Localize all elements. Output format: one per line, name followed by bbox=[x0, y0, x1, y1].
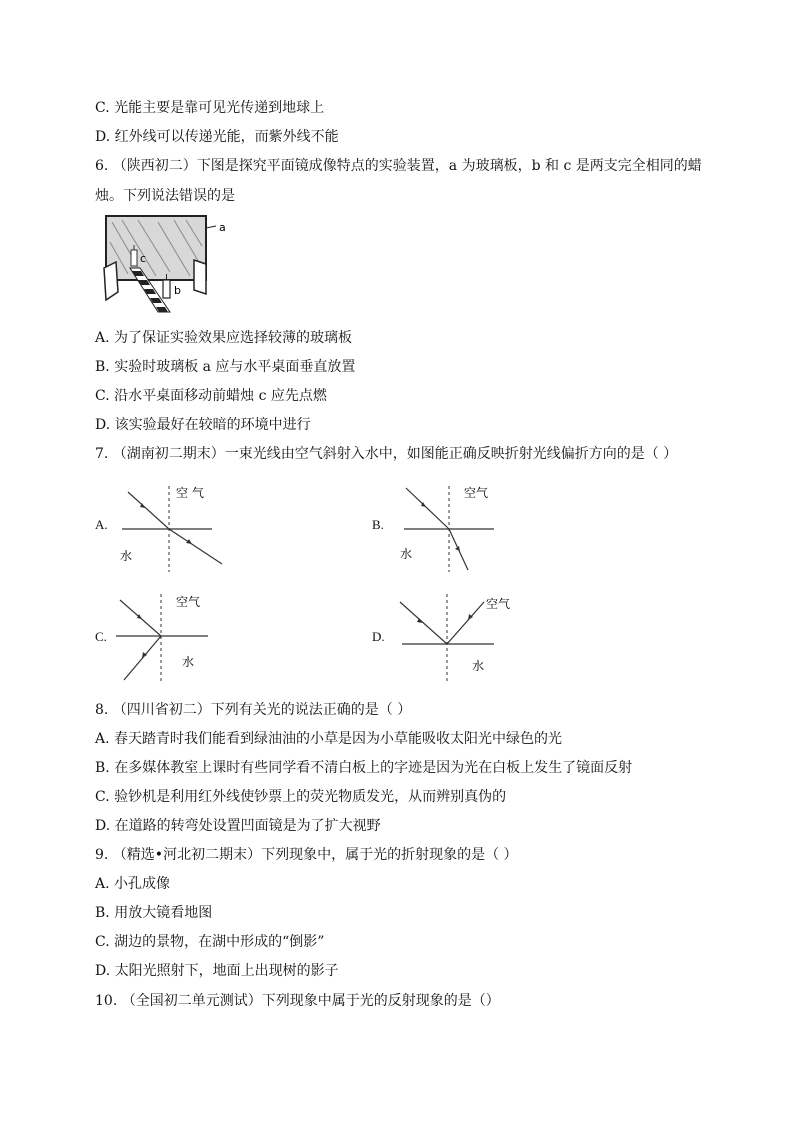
q9-option-a: A. 小孔成像 bbox=[95, 876, 171, 892]
q5-option-d: D. 红外线可以传递光能，而紫外线不能 bbox=[95, 129, 339, 145]
label-a: a bbox=[219, 221, 226, 234]
q7-figure-a-water-label: 水 bbox=[120, 549, 133, 563]
q6-option-a: A. 为了保证实验效果应选择较薄的玻璃板 bbox=[95, 330, 353, 346]
q9-option-b: B. 用放大镜看地图 bbox=[95, 905, 213, 921]
q7-figure-c-air-label: 空气 bbox=[176, 595, 201, 609]
q7-figure-d-air-label: 空气 bbox=[486, 597, 511, 611]
q6-option-b: B. 实验时玻璃板 a 应与水平桌面垂直放置 bbox=[95, 359, 356, 375]
mirror-experiment-figure bbox=[98, 212, 238, 314]
label-c: c bbox=[140, 252, 147, 265]
q5-option-c: C. 光能主要是靠可见光传递到地球上 bbox=[95, 100, 325, 116]
q8-option-c: C. 验钞机是利用红外线使钞票上的荧光物质发光，从而辨别真伪的 bbox=[95, 789, 507, 805]
q7-figure-a-air-label: 空 气 bbox=[176, 486, 204, 500]
q8-option-d: D. 在道路的转弯处设置凹面镜是为了扩大视野 bbox=[95, 818, 381, 834]
q7-figure-b-water-label: 水 bbox=[400, 547, 413, 561]
q9-option-c: C. 湖边的景物，在湖中形成的“倒影” bbox=[95, 934, 325, 950]
q8-stem: 8. （四川省初二）下列有关光的说法正确的是（ ） bbox=[95, 702, 412, 718]
q7-figure-b-letter: B. bbox=[372, 517, 384, 532]
q7-figure-a-letter: A. bbox=[95, 517, 108, 532]
label-b: b bbox=[174, 284, 181, 297]
q7-figure-c bbox=[112, 590, 232, 686]
q7-figure-b-air-label: 空气 bbox=[464, 486, 489, 500]
q8-option-b: B. 在多媒体教室上课时有些同学看不清白板上的字迹是因为光在白板上发生了镜面反射 bbox=[95, 760, 633, 776]
q7-figure-c-letter: C. bbox=[95, 629, 107, 644]
q6-stem-line2: 烛。下列说法错误的是 bbox=[95, 188, 235, 204]
q7-figure-b bbox=[388, 480, 508, 576]
q6-option-c: C. 沿水平桌面移动前蜡烛 c 应先点燃 bbox=[95, 388, 327, 404]
q7-stem: 7. （湖南初二期末）一束光线由空气斜射入水中，如图能正确反映折射光线偏折方向的是（ ） bbox=[95, 446, 678, 462]
q8-option-a: A. 春天踏青时我们能看到绿油油的小草是因为小草能吸收太阳光中绿色的光 bbox=[95, 731, 563, 747]
q9-option-d: D. 太阳光照射下，地面上出现树的影子 bbox=[95, 963, 339, 979]
q7-figure-d-letter: D. bbox=[372, 629, 385, 644]
q7-figure-a bbox=[112, 480, 232, 576]
q9-stem: 9. （精选•河北初二期末）下列现象中，属于光的折射现象的是（ ） bbox=[95, 847, 518, 863]
q7-figure-c-water-label: 水 bbox=[182, 655, 195, 669]
q7-figure-d-water-label: 水 bbox=[472, 659, 485, 673]
q6-option-d: D. 该实验最好在较暗的环境中进行 bbox=[95, 417, 311, 433]
q6-stem-line1: 6. （陕西初二）下图是探究平面镜成像特点的实验装置，a 为玻璃板，b 和 c 是两支完全相同的蜡 bbox=[95, 158, 702, 174]
q7-figure-d bbox=[388, 590, 518, 686]
q10-stem: 10. （全国初二单元测试）下列现象中属于光的反射现象的是（） bbox=[95, 993, 500, 1009]
